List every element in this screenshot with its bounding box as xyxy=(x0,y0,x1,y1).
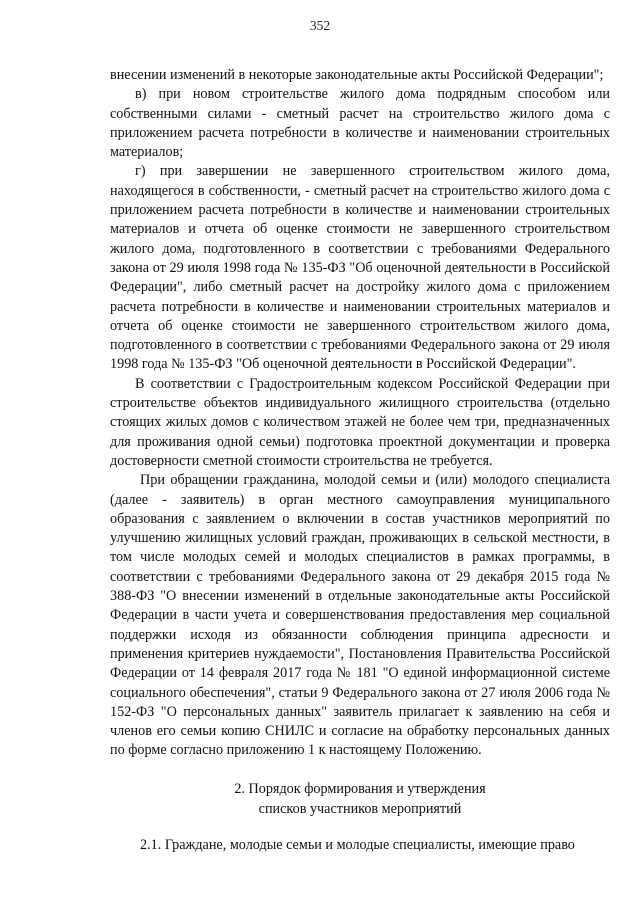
paragraph-continuation: внесении изменений в некоторые законодательные акты Российской Федерации"; xyxy=(110,67,604,83)
clause-2-1 xyxy=(110,836,610,855)
paragraph-urban-code: В соответствии с Градостроительным кодексом Российской Федерации при строительстве объектов индивидуального жилищного строительства (отдельно стоящих жилых домов с количеством этажей не более чем три, предназначенных для проживания одной семьи) подготовка проектной документации и проверка достоверности сметной стоимости строительства не требуется. xyxy=(110,375,610,469)
section-heading-line-2: списков участников мероприятий xyxy=(258,800,462,817)
paragraph-item-g: г) при завершении не завершенного строительством жилого дома, находящегося в собственности, - сметный расчет на строительство жилого дома с приложением расчета потребности в количестве и наименовании строительных материалов и отчета об оценке стоимости не завершенного строительством жилого дома, подготовленного в соответствии с требованиями Федерального закона от 29 июля 1998 года № 135-ФЗ "Об оценочной деятельности в Российской Федерации", либо сметный расчет на достройку жилого дома с приложением расчета потребности в количестве и наименовании строительных материалов и отчета об оценке стоимости не завершенного строительством жилого дома, подготовленного в соответствии с требованиями Федерального закона от 29 июля 1998 года № 135-ФЗ "Об оценочной деятельности в Российской Федерации". xyxy=(110,163,610,373)
paragraph-applicant: При обращении гражданина, молодой семьи и (или) молодого специалиста (далее - заявитель) в орган местного самоуправления муниципального образования с заявлением о включении в состав участников мероприятий по улучшению жилищных условий граждан, проживающих в сельской местности, в том числе молодых семей и молодых специалистов в рамках программы, в соответствии с требованиями Федерального закона от 29 декабря 2015 года № 388-ФЗ "О внесении изменений в отдельные законодательные акты Российской Федерации в части учета и совершенствования предоставления мер социальной поддержки исходя из обязанности соблюдения принципа адресности и применения критериев нуждаемости", Постановления Правительства Российской Федерации от 14 февраля 2017 года № 181 "О единой информационной системе социального обеспечения", статьи 9 Федерального закона от 27 июля 2006 года № 152-ФЗ "О персональных данных" заявитель прилагает к заявлению на себя и членов его семьи копию СНИЛС и согласие на обработку персональных данных по форме согласно приложению 1 к настоящему Положению. xyxy=(110,472,610,759)
section-heading-line-1: 2. Порядок формирования и утверждения xyxy=(234,781,486,797)
section-heading xyxy=(110,780,610,819)
clause-2-1-text: 2.1. Граждане, молодые семьи и молодые специалисты, имеющие право xyxy=(140,837,575,853)
paragraph-item-v: в) при новом строительстве жилого дома подрядным способом или собственными силами - сметный расчет на строительство жилого дома с приложением расчета потребности в количестве и наименовании строительных материалов; xyxy=(110,86,610,161)
document-body xyxy=(110,66,610,761)
page-number: 352 xyxy=(309,18,331,33)
